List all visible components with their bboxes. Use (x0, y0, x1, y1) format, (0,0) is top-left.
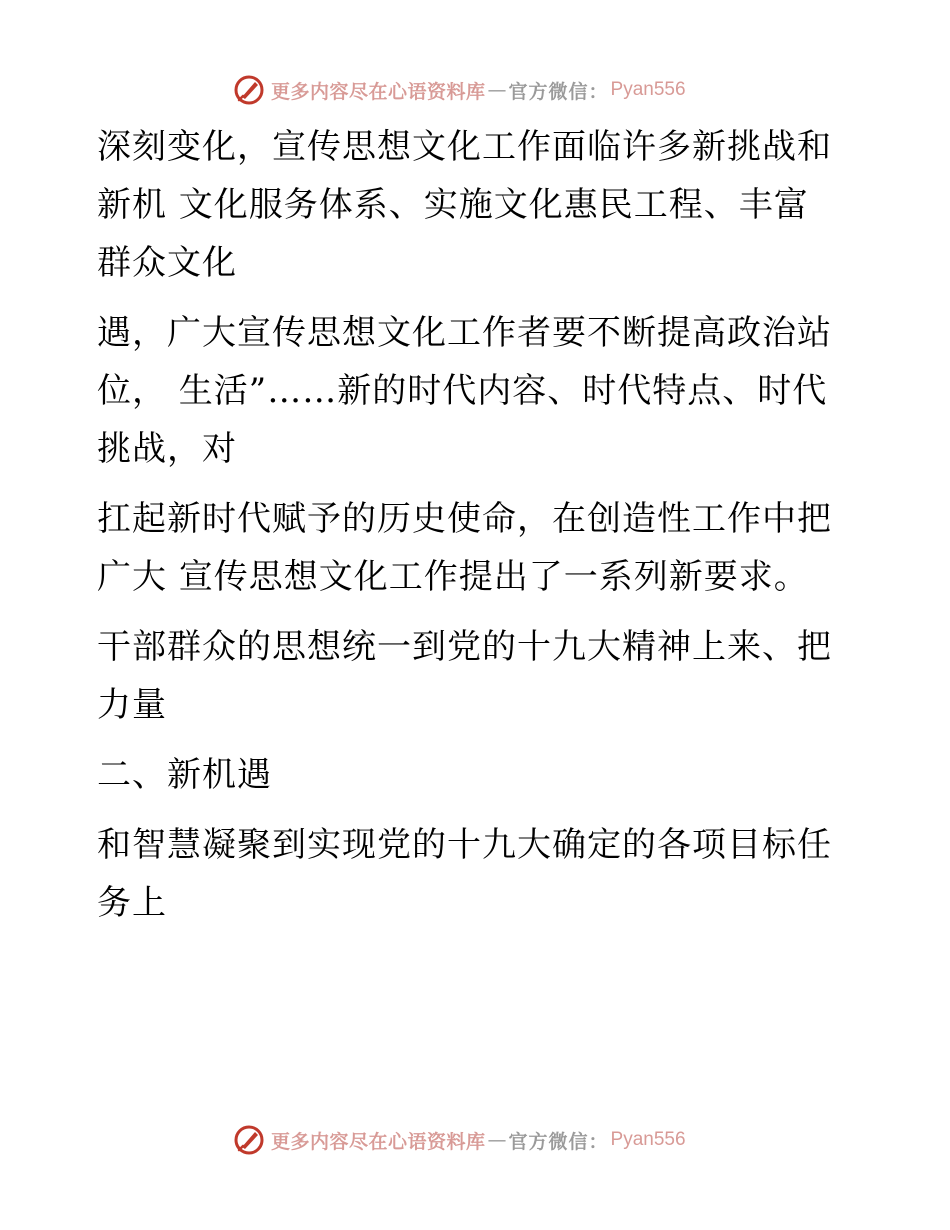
paragraph-1: 深刻变化，宣传思想文化工作面临许多新挑战和新机 文化服务体系、实施文化惠民工程、丰富群众文化 (97, 127, 832, 283)
quill-logo-icon (233, 1124, 265, 1156)
paragraph-3: 扛起新时代赋予的历史使命，在创造性工作中把广大 宣传思想文化工作提出了一系列新要求。 (97, 499, 832, 597)
quill-logo-icon (233, 74, 265, 106)
page-footer-watermark (233, 1122, 686, 1158)
footer-dash: — (487, 1129, 507, 1151)
footer-wechat-id: Pyan556 (610, 1129, 686, 1150)
footer-official-label: 官方微信： (508, 1130, 609, 1153)
paragraph-6: 和智慧凝聚到实现党的十九大确定的各项目标任务上 (97, 825, 832, 923)
paragraph-4: 干部群众的思想统一到党的十九大精神上来、把力量 (97, 627, 832, 725)
header-official-label: 官方微信： (508, 80, 609, 103)
document-body (97, 118, 832, 944)
header-wechat-id: Pyan556 (610, 79, 686, 100)
section-heading-new-opportunity: 二、新机遇 (97, 755, 272, 795)
header-dash: — (487, 79, 507, 101)
page-header-watermark (233, 72, 686, 108)
paragraph-2: 遇，广大宣传思想文化工作者要不断提高政治站位， 生活”……新的时代内容、时代特点、时代挑战，对 (97, 313, 832, 469)
header-site-text: 更多内容尽在心语资料库 (271, 80, 486, 103)
footer-site-text: 更多内容尽在心语资料库 (271, 1130, 486, 1153)
